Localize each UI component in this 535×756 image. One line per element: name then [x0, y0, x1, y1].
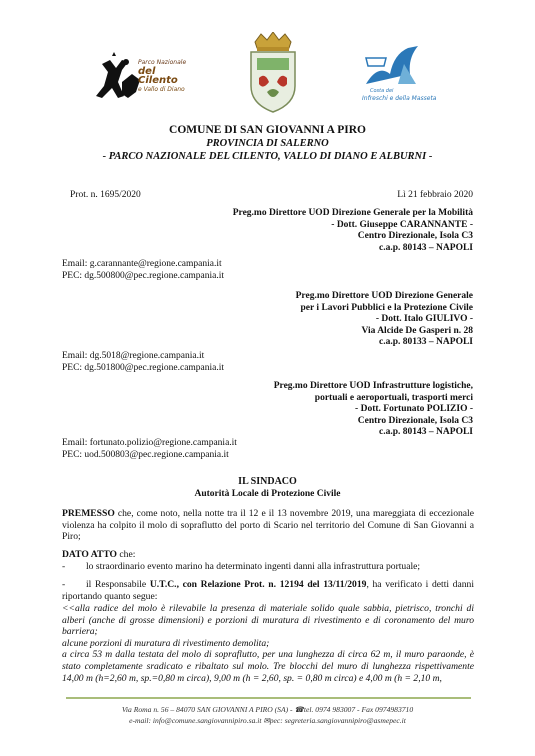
recipient-2-line: Via Alcide De Gasperi n. 28: [361, 325, 473, 336]
recipient-3-address: [274, 381, 473, 439]
coat-of-arms-icon: [247, 32, 299, 114]
protocol-number: Prot. n. 1695/2020: [70, 190, 141, 200]
premesso-paragraph: [62, 508, 474, 543]
bullet-2-bold: U.T.C., con Relazione Prot. n. 12194 del 13/11/2019: [149, 579, 367, 590]
park-name: - PARCO NAZIONALE DEL CILENTO, VALLO DI DIANO E ALBURNI -: [102, 151, 433, 162]
sindaco-subtitle: Autorità Locale di Protezione Civile: [194, 489, 341, 499]
recipient-3-line: Preg.mo Direttore UOD Infrastrutture logistiche,: [273, 381, 473, 391]
bullet-2-pre: il Responsabile: [86, 579, 150, 590]
quote-paragraph: a circa 53 m dalla testata del molo di sopraflutto, per una lunghezza di circa 62 m, il muro paraonde, è stato completamente sradicato e ribaltato sul molo. Tre blocchi del muro di lunghezza rispettivamente 14,00 m (h=2,60 m, sp.=0,80 m circa), 9,00 m (h = 2,60, sp. = 0,80 m circa) e 4,00 m (h = 2,10 m,: [62, 649, 474, 684]
recipient-1-line: Centro Direzionale, Isola C3: [357, 231, 473, 241]
quote-paragraph: alcune porzioni di muratura di rivestimento demolita;: [62, 637, 270, 649]
dato-atto-bullet-1: lo straordinario evento marino ha determinato ingenti danni alla infrastruttura portuale;: [86, 561, 421, 572]
recipient-2-line: per i Lavori Pubblici e la Protezione Civile: [300, 302, 473, 313]
sindaco-title: IL SINDACO: [238, 476, 297, 487]
dato-atto-after: che:: [117, 549, 136, 560]
recipient-1-pec: PEC: dg.500800@pec.regione.campania.it: [62, 270, 225, 281]
recipient-3-contacts: [62, 438, 237, 461]
quote-block: [62, 603, 474, 684]
logo-left-line3: e Vallo di Diano: [138, 86, 185, 93]
logo-left-line2: del Cilento: [138, 66, 178, 86]
logo-right-line2: Infreschi e della Masseta: [362, 95, 437, 102]
recipient-2-address: [296, 291, 473, 349]
recipient-3-line: Centro Direzionale, Isola C3: [357, 415, 473, 426]
dato-atto-label: DATO ATTO: [62, 549, 118, 560]
recipient-1-contacts: [62, 259, 224, 282]
municipality-name: COMUNE DI SAN GIOVANNI A PIRO: [169, 124, 366, 136]
recipient-1-email: Email: g.carannante@regione.campania.it: [62, 259, 222, 269]
bullet-dash: -: [62, 561, 66, 572]
quote-paragraph: <<alla radice del molo è rilevabile la presenza di materiale solido quale sabbia, pietrisco, tronchi di alberi (anche di grosse dimensioni) e porzioni di muratura di rivestimento e di coronamento del muro barriera;: [62, 603, 474, 638]
premesso-text: che, come noto, nella notte tra il 12 e il 13 novembre 2019, una mareggiata di eccezionale violenza ha colpito il molo di sopraflutto del porto di Scario nel territorio del Comune di San Giovanni a Piro;: [62, 508, 474, 543]
area-marina-logo: [360, 44, 450, 114]
footer-divider: [66, 697, 471, 699]
letter-date: Lì 21 febbraio 2020: [397, 190, 473, 200]
premesso-label: PREMESSO: [62, 508, 115, 519]
recipient-2-pec: PEC: dg.501800@pec.regione.campania.it: [62, 362, 225, 373]
recipient-1-address: [233, 208, 473, 254]
footer-email: e-mail: info@comune.sangiovannipiro.sa.it ✉pec: segreteria.sangiovannipiro@asmepec.it: [129, 716, 406, 725]
recipient-2-line: - Dott. Italo GIULIVO -: [375, 314, 473, 324]
recipient-3-line: portuali e aeroportuali, trasporti merci: [314, 392, 473, 403]
recipient-2-line: Preg.mo Direttore UOD Direzione Generale: [295, 291, 473, 301]
parco-nazionale-logo: [92, 52, 192, 112]
recipient-3-pec: PEC: uod.500803@pec.regione.campania.it: [62, 449, 229, 460]
recipient-2-line: c.a.p. 80133 – NAPOLI: [379, 337, 473, 347]
recipient-1-line: c.a.p. 80143 – NAPOLI: [379, 242, 473, 253]
recipient-2-contacts: [62, 351, 224, 374]
footer-address: Via Roma n. 56 – 84070 SAN GIOVANNI A PIRO (SA) - ☎tel. 0974 983007 - Fax 0974983710: [121, 705, 414, 714]
logo-right-line1: Costa dei: [370, 88, 394, 94]
province-name: PROVINCIA DI SALERNO: [206, 138, 329, 149]
bullet-dash: -: [62, 579, 66, 590]
recipient-3-line: - Dott. Fortunato POLIZIO -: [355, 404, 473, 414]
recipient-3-line: c.a.p. 80143 – NAPOLI: [379, 427, 473, 437]
recipient-2-email: Email: dg.5018@regione.campania.it: [62, 351, 205, 361]
bullet-2-post: , ha verificato i detti danni riportando quanto segue:: [62, 579, 475, 602]
recipient-3-email: Email: fortunato.polizio@regione.campania.it: [62, 438, 237, 448]
dato-atto-bullet-2: [62, 579, 474, 602]
recipient-1-line: - Dott. Giuseppe CARANNANTE -: [331, 219, 473, 230]
recipient-1-line: Preg.mo Direttore UOD Direzione Generale per la Mobilità: [232, 208, 473, 218]
logo-left-line1: Parco Nazionale: [138, 59, 187, 66]
dato-atto-heading: [62, 549, 474, 561]
logo-bar: [0, 30, 535, 120]
